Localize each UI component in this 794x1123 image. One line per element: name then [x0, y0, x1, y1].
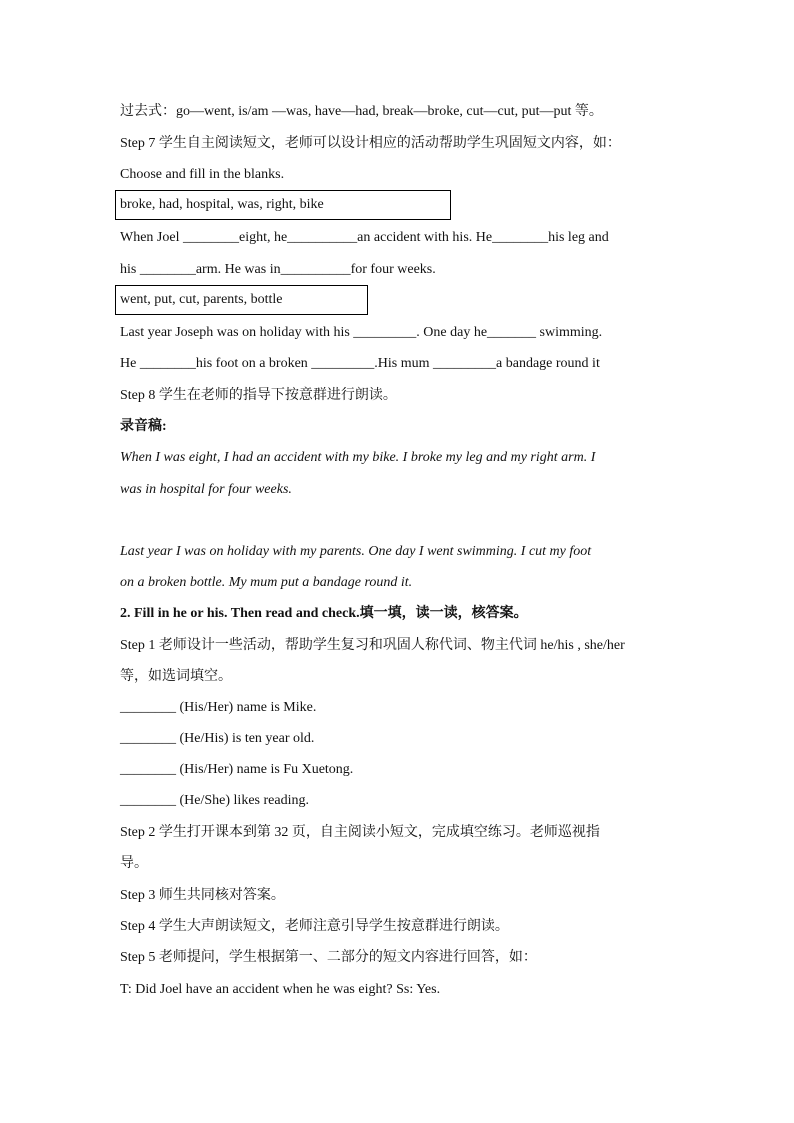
pronoun-blank-1: ________ (His/Her) name is Mike. — [120, 700, 317, 715]
pronoun-blank-2: ________ (He/His) is ten year old. — [120, 731, 315, 746]
s2-step5-line: Step 5 老师提问，学生根据第一、二部分的短文内容进行回答，如： — [120, 950, 537, 965]
s2-step2-line2: 导。 — [120, 856, 148, 871]
transcript-title: 录音稿: — [120, 419, 167, 434]
pronoun-blank-3: ________ (His/Her) name is Fu Xuetong. — [120, 762, 354, 777]
transcript1-line2: was in hospital for four weeks. — [120, 482, 292, 497]
s2-step1-line1: Step 1 老师设计一些活动，帮助学生复习和巩固人称代词、物主代词 he/his , she/her — [120, 638, 625, 653]
exercise1-line1: When Joel ________eight, he__________an accident with his. He________his leg and — [120, 230, 609, 245]
pronoun-blank-4: ________ (He/She) likes reading. — [120, 793, 309, 808]
exercise2-line2: He ________his foot on a broken _________.His mum _________a bandage round it — [120, 356, 600, 371]
choose-fill-instruction: Choose and fill in the blanks. — [120, 167, 285, 182]
word-box-2: went, put, cut, parents, bottle — [115, 285, 368, 315]
section2-heading: 2. Fill in he or his. Then read and check.填一填，读一读，核答案。 — [120, 606, 528, 621]
transcript2-line2: on a broken bottle. My mum put a bandage round it. — [120, 575, 413, 590]
word-box-1: broke, had, hospital, was, right, bike — [115, 190, 451, 220]
step7-line: Step 7 学生自主阅读短文，老师可以设计相应的活动帮助学生巩固短文内容，如： — [120, 136, 621, 151]
s2-step4-line: Step 4 学生大声朗读短文，老师注意引导学生按意群进行朗读。 — [120, 919, 509, 934]
past-tense-line: 过去式：go—went, is/am —was, have—had, break—broke, cut—cut, put—put 等。 — [120, 104, 603, 119]
dialog-line: T: Did Joel have an accident when he was eight? Ss: Yes. — [120, 982, 441, 997]
exercise2-line1: Last year Joseph was on holiday with his _________. One day he_______ swimming. — [120, 325, 603, 340]
exercise1-line2: his ________arm. He was in__________for four weeks. — [120, 262, 436, 277]
transcript2-line1: Last year I was on holiday with my parents. One day I went swimming. I cut my foot — [120, 544, 592, 559]
transcript1-line1: When I was eight, I had an accident with my bike. I broke my leg and my right arm. I — [120, 450, 596, 465]
step8-line: Step 8 学生在老师的指导下按意群进行朗读。 — [120, 388, 397, 403]
s2-step2-line1: Step 2 学生打开课本到第 32 页，自主阅读小短文，完成填空练习。老师巡视指 — [120, 825, 600, 840]
s2-step3-line: Step 3 师生共同核对答案。 — [120, 888, 285, 903]
s2-step1-line2: 等，如选词填空。 — [120, 669, 232, 684]
